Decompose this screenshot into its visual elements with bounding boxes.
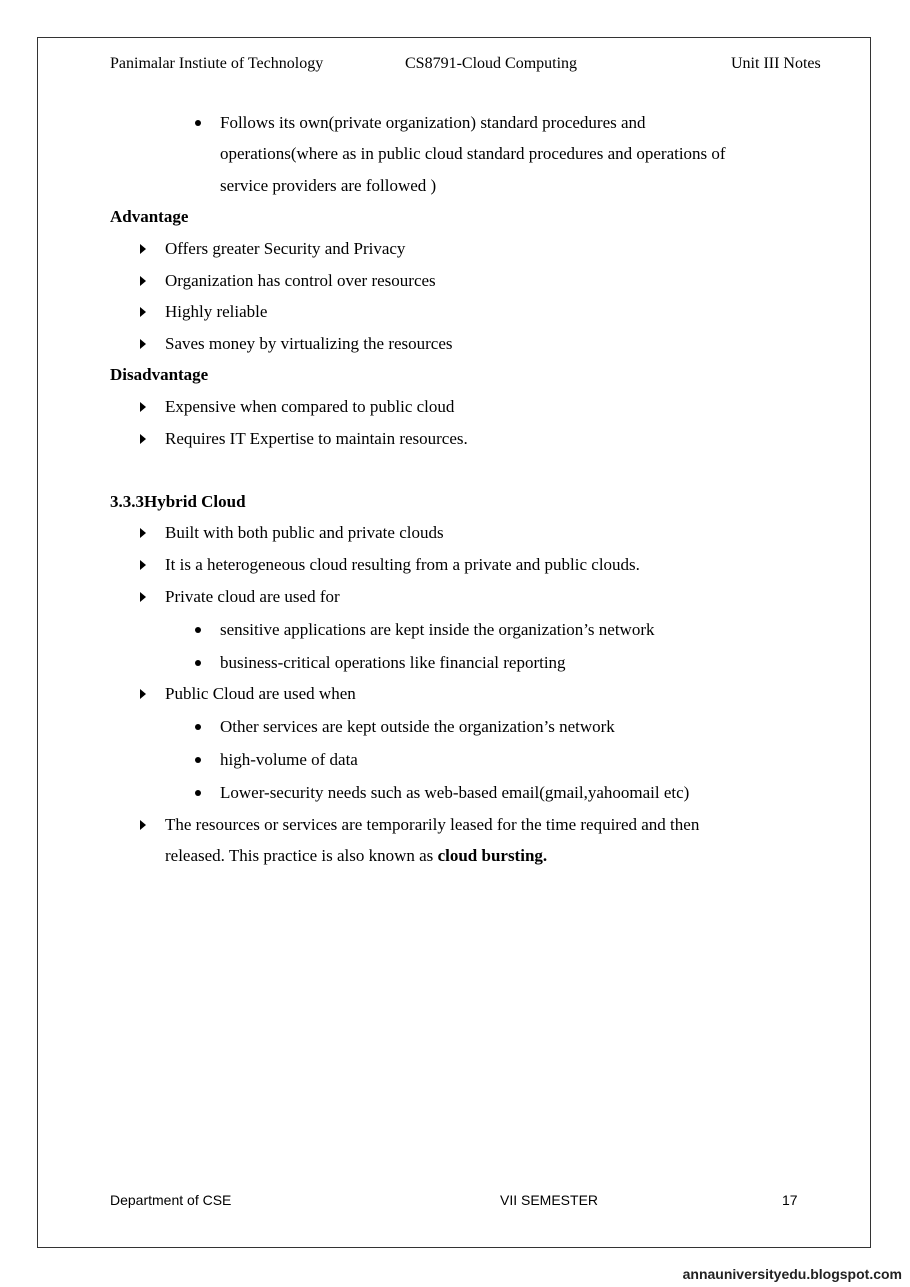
- private-sub-item: sensitive applications are kept inside the organization’s network: [220, 620, 655, 639]
- advantage-item: Saves money by virtualizing the resources: [165, 334, 453, 353]
- hybrid-item-line-1: The resources or services are temporarily leased for the time required and then: [165, 815, 700, 834]
- watermark: annauniversityedu.blogspot.com: [682, 1266, 902, 1282]
- arrow-bullet-icon: [140, 820, 146, 830]
- bullet-dot-icon: [195, 790, 201, 796]
- bullet-dot-icon: [195, 120, 201, 126]
- hybrid-item: It is a heterogeneous cloud resulting from a private and public clouds.: [165, 555, 640, 574]
- arrow-bullet-icon: [140, 528, 146, 538]
- hybrid-heading: 3.3.3Hybrid Cloud: [110, 492, 246, 511]
- intro-line-2: operations(where as in public cloud standard procedures and operations of: [220, 144, 726, 163]
- header-institute: Panimalar Instiute of Technology: [110, 55, 324, 72]
- arrow-bullet-icon: [140, 307, 146, 317]
- bullet-dot-icon: [195, 757, 201, 763]
- arrow-bullet-icon: [140, 276, 146, 286]
- public-sub-item: high-volume of data: [220, 750, 358, 769]
- footer-page-number: 17: [782, 1192, 798, 1208]
- arrow-bullet-icon: [140, 560, 146, 570]
- arrow-bullet-icon: [140, 689, 146, 699]
- bullet-dot-icon: [195, 724, 201, 730]
- intro-line-3: service providers are followed ): [220, 176, 437, 195]
- header-course: CS8791-Cloud Computing: [405, 55, 578, 72]
- advantage-heading: Advantage: [110, 207, 189, 226]
- arrow-bullet-icon: [140, 434, 146, 444]
- hybrid-item-text: released. This practice is also known as: [165, 846, 438, 865]
- advantage-item: Organization has control over resources: [165, 271, 436, 290]
- advantage-item: Offers greater Security and Privacy: [165, 239, 406, 258]
- public-sub-item: Lower-security needs such as web-based email(gmail,yahoomail etc): [220, 783, 690, 802]
- disadvantage-item: Expensive when compared to public cloud: [165, 397, 455, 416]
- intro-line-1: Follows its own(private organization) standard procedures and: [220, 113, 646, 132]
- advantage-item: Highly reliable: [165, 302, 268, 321]
- bullet-dot-icon: [195, 627, 201, 633]
- header-unit: Unit III Notes: [731, 55, 821, 72]
- arrow-bullet-icon: [140, 592, 146, 602]
- hybrid-item: Private cloud are used for: [165, 587, 340, 606]
- arrow-bullet-icon: [140, 244, 146, 254]
- cloud-bursting-term: cloud bursting.: [437, 846, 548, 865]
- hybrid-item: Public Cloud are used when: [165, 684, 356, 703]
- bullet-dot-icon: [195, 660, 201, 666]
- hybrid-item: Built with both public and private clouds: [165, 523, 444, 542]
- arrow-bullet-icon: [140, 339, 146, 349]
- disadvantage-item: Requires IT Expertise to maintain resources.: [165, 429, 468, 448]
- public-sub-item: Other services are kept outside the organization’s network: [220, 717, 615, 736]
- hybrid-item-line-2: [165, 846, 547, 866]
- arrow-bullet-icon: [140, 402, 146, 412]
- disadvantage-heading: Disadvantage: [110, 365, 209, 384]
- private-sub-item: business-critical operations like financial reporting: [220, 653, 566, 672]
- footer-department: Department of CSE: [110, 1192, 232, 1208]
- footer-semester: VII SEMESTER: [500, 1192, 599, 1208]
